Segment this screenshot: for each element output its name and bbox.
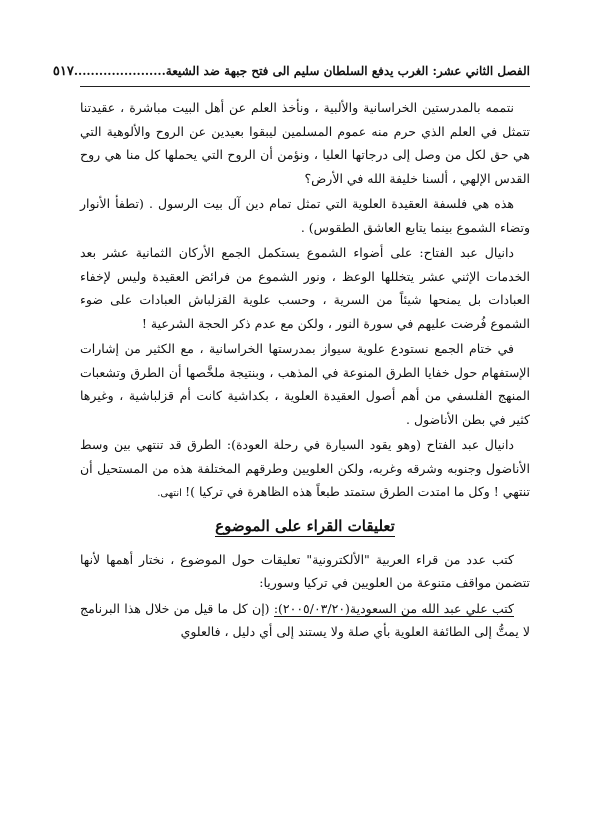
page-header — [52, 64, 530, 86]
comment-text: (إن كل ما قيل من خلال هذا البرنامج لا يمتُّ إلى الطائفة العلوية بأي صلة ولا يستند إلى أي دليل ، فالعلوي — [80, 600, 530, 639]
end-marker: انتهى. — [157, 488, 186, 499]
section-title-text: تعليقات القراء على الموضوع — [215, 516, 395, 535]
section-intro: كتب عدد من قراء العربية "الألكترونية" تعليقات حول الموضوع ، نختار أهمها لأنها تتضمن مواقف متنوعة من العلويين في تركيا وسوريا: — [80, 551, 530, 590]
section-title — [80, 514, 530, 538]
comment-author: كتب علي عبد الله من السعودية(٢٠٠٥/٠٣/٢٠): — [273, 600, 514, 616]
header-divider — [80, 86, 530, 87]
paragraph: هذه هي فلسفة العقيدة العلوية التي تمثل تمام دين آل بيت الرسول . (تطفأ الأنوار وتضاء الشموع بينما يتابع العاشق الطقوس) . — [80, 196, 530, 235]
paragraph-text: دانيال عبد الفتاح (وهو يقود السيارة في رحلة العودة): الطرق قد تنتهي بين وسط الأناضول وجنوبه وشرقه وغربه، ولكن العلويين وطرقهم المختلفة هذه من المستحيل أن تنتهي ! وكل ما امتدت الطرق ستمتد طبعاً هذه الظاهرة في تركيا )! — [80, 437, 530, 499]
running-title: الفصل الثاني عشر: الغرب يدفع السلطان سليم الى فتح جبهة ضد الشيعة...................... — [73, 64, 530, 78]
body-text — [80, 96, 530, 646]
reader-comment — [80, 597, 530, 644]
paragraph: نتممه بالمدرستين الخراسانية والألبية ، ونأخذ العلم عن أهل البيت مباشرة ، عقيدتنا تتمثل في العلم الذي حرم منه عموم المسلمين ليبقوا بعيدين عن الروح والألوهية التي هي حق لكل من وصل إلى درجاتها العليا ، ونؤمن أن الروح التي يحملها كل منا هي روح القدس الإلهي ، ألسنا خليفة الله في الأرض؟ — [80, 100, 530, 186]
paragraph: دانيال عبد الفتاح: على أضواء الشموع يستكمل الجمع الأركان الثمانية عشر بعد الخدمات الإثني عشر يتخللها الوعظ ، ونور الشموع من فرائض العقيدة وليس لإخفاء العبادات بل يمنحها شيئاً من السرية ، وحسب علوية القزلباش العبادات على ضوء الشموع فُرضت عليهم في سورة النور ، ولكن مع عدم ذكر الحجة الشرعية ! — [80, 245, 530, 331]
paragraph — [80, 433, 530, 506]
page-number: ٥١٧ — [52, 64, 74, 79]
paragraph: في ختام الجمع نستودع علوية سيواز بمدرستها الخراسانية ، مع الكثير من إشارات الإستفهام حول خفايا الطرق المنوعة في المذهب ، وبنتيجة ملخَّصها أن الطرق وتشعبات المنهج الفلسفي من أهم أصول العقيدة العلوية ، بكداشية كانت أم قزلباشية ، وغيرها كثير في بطن الأناضول . — [80, 341, 530, 427]
